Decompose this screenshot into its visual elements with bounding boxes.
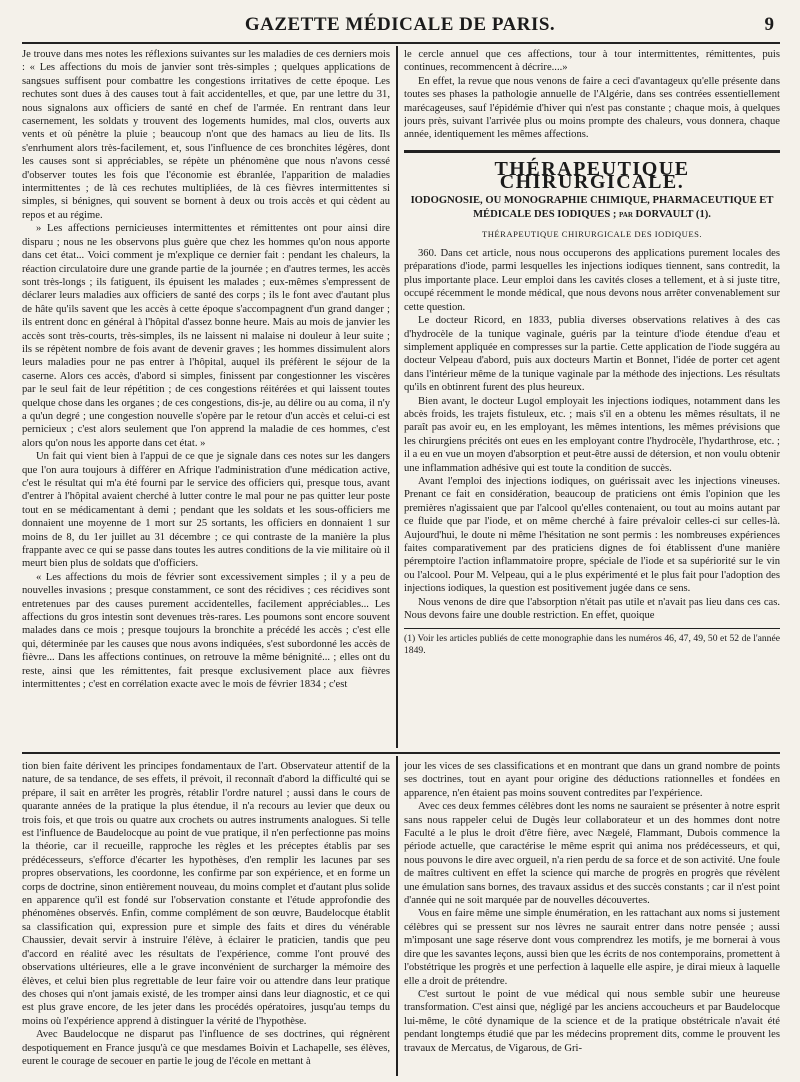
paragraph: » Les affections pernicieuses intermittentes et rémittentes ont pour ainsi dire disparu ; nous ne les observons plus guère que chez les hommes qu'on nous apporte dans cet état... Voici comment je m'explique ce dernier fait : pendant les chaleurs, la réaction circulatoire dure une grande partie de la journée ; en d'autres termes, les accès sont très-longs ; ils fatiguent, ils épuisent les malades ; eux-mêmes s'empressent de déclarer leurs maladies aux officiers de santé des corps ; ils le font avec d'autant plus de hâte qu'ils savent que les accès à cette époque s'accompagnent d'un grand danger ; ils entrent donc en général à l'hôpital d'assez bonne heure. Mais au mois de janvier les accès sont très-courts, très-simples, ils ne laissent ni malaise ni douleur à leur suite ; ils se répètent nombre de fois avant de devenir graves ; les hommes dissimulent alors leurs maladies pour ne pas entrer à l'hôpital, auquel ils préfèrent le séjour de la caserne. Alors ces accès, d'abord si simples, finissent par congestionner les viscères par le seul fait de leur répétition ; de ces congestions réitérées et qui laissent toutes quelque chose dans les organes ; de ces congestions, dis-je, au délire ou au coma, il n'y a qu'un degré ; une congestion nouvelle s'opère par le retour d'un accès et celui-ci est pernicieux ; c'est alors seulement que l'on apprend la maladie de ces hommes, c'est alors qu'on nous les apporte dans cet état. » — [22, 223, 390, 449]
paragraph: « Les affections du mois de février sont excessivement simples ; il y a peu de nouvelles invasions ; presque constamment, ce sont des récidives ; ces récidives sont entretenues par des causes purement accidentelles, facilement appréciables... Les affections du gros intestin sont devenues très-rares. Les poumons sont encore souvent malades dans ce mois ; presque toujours la bronchite a précédé les accès ; c'est elle qui, déterminée par les causes que nous avons indiquées, s'est subordonné les accès de fièvre... Dans les affections continues, on retrouve la même bénignité... ; elles ont du reste, ainsi que les rémittentes, fait presque exclusivement place aux fièvres intermittentes ; c'est en corrélation exacte avec le mois de février 1834 ; c'est — [22, 571, 390, 691]
top-left-column — [22, 48, 390, 748]
paragraph: C'est surtout le point de vue médical qui nous semble subir une heureuse transformation. C'est ainsi que, négligé par les anciens accoucheurs et par Baudelocque lui-même, le côté dynamique de la science et de la pratique obstétricale n'avait été pendant longtemps étudié que par les médecins proprement dits, comme le prouvent les travaux de Mercatus, de Vigarous, de Gri- — [404, 988, 780, 1054]
section-rule — [404, 150, 780, 153]
paragraph: Vous en faire même une simple énumération, en les rattachant aux noms si justement célèbres qui se pressent sur nos lèvres ne saurait entrer dans notre pensée ; aussi m'imposant une sage réserve dont vous comprendrez les motifs, je me bornerai à vous dire que les savantes leçons, aussi bien que les écrits de nos contemporains, promettent à l'obstétrique les progrès et une perfection à laquelle elle aspire, je dirai mieux à laquelle elle a droit de prétendre. — [404, 908, 780, 987]
paragraph: jour les vices de ses classifications et en montrant que dans un grand nombre de points ses doctrines, tout en ayant pour origine des déductions rationnelles et fondées en apparence, n'en étaient pas moins souvent contredites par l'expérience. — [404, 761, 780, 799]
paragraph: Je trouve dans mes notes les réflexions suivantes sur les maladies de ces derniers mois : « Les affections du mois de janvier sont très-simples ; quelques applications de sangsues suffisent pour combattre les congestions irritatives de cette époque. Les rechutes sont dues à des causes tout à fait accidentelles, et que, par une lettre du 31, nous signalons aux officiers de santé en chef de l'armée. En rentrant dans leur casernement, les soldats y trouvent des logements humides, mal clos, ouverts aux vents et où pénètre la pluie ; beaucoup n'ont que des hamacs au lieu de lits. Ils s'enrhument alors très-facilement, et, sous l'influence de ces bronchites légères, dont les causes sont si appréciables, se répète un phénomène que nous n'avons cessé d'observer toutes les fois que l'économie est ébranlée, l'apparition de maladies intermittentes ; de là ces rechutes multipliées, de là ces fièvres intermittentes si simples, si bénignes, qui souvent se bornent à deux ou trois accès et qui cèdent au repos et au régime. — [22, 49, 390, 221]
paragraph: Le docteur Ricord, en 1833, publia diverses observations relatives à des cas d'hydrocèle de la tunique vaginale, guéris par la teinture d'iode étendue d'eau et simplement appliquée en compresses sur la partie. Cette application de l'iode suggéra au docteur Velpeau d'abord, puis aux docteurs Martin et Bonnet, l'idée de porter cet agent dans l'intérieur même de la tunique vaginale par la méthode des injections. Les résultats qu'ils en obtinrent furent des plus heureux. — [404, 315, 780, 394]
paragraph: En effet, la revue que nous venons de faire a ceci d'avantageux qu'elle présente dans toutes ses phases la pathologie annuelle de l'Algérie, dans ses contrées essentiellement marécageuses, sauf l'épidémie d'hiver qui n'est pas constante ; chaque mois, à quelques jours près, suivant l'arrivée plus ou moins prompte des chaleurs, vous donnera, chaque année, identiquement les mêmes affections. — [404, 75, 780, 141]
paragraph: Avant l'emploi des injections iodiques, on guérissait avec les injections vineuses. Prenant ce fait en considération, beaucoup de praticiens ont émis l'opinion que les premières n'agissaient que par l'alcool qu'elles contenaient, ou tout au moins autant par ce fluide que par l'iode, et on même cherché à faire prévaloir celles-ci sur celles-là. Aujourd'hui, le doute ni même l'hésitation ne sont permis : les nombreuses expériences faites comparativement par des praticiens dignes de foi établissent d'une manière péremptoire l'action inflammatoire propre, spéciale de l'iode et sa supériorité sur le vin ou l'alcool. Pour M. Velpeau, qui a le plus expérimenté et le plus fait pour l'adoption des injections iodiques, la question est positivement jugée dans ce sens. — [404, 475, 780, 595]
paragraph: Bien avant, le docteur Lugol employait les injections iodiques, notamment dans les abcès froids, les trajets fistuleux, etc. ; mais s'il en a obtenu les mêmes résultats, il ne paraît pas avoir eu, en les employant, les mêmes intentions, les mêmes prévisions que les chirurgiens précités ont eues en les employant contre l'hydrocèle, l'hydarthrose, etc. ; il a eu en vue un moyen d'absorption et peut-être aussi de détersion, et non voulu obtenir une inflammation adhésive qui est toute la condition de succès. — [404, 395, 780, 474]
footnote: (1) Voir les articles publiés de cette monographie dans les numéros 46, 47, 49, 50 et 52 de l'année 1849. — [404, 633, 780, 657]
top-column-divider — [396, 46, 398, 748]
top-right-column — [404, 48, 780, 748]
section-subheading: THÉRAPEUTIQUE CHIRURGICALE DES IODIQUES. — [481, 228, 703, 239]
paragraph: tion bien faite dérivent les principes fondamentaux de l'art. Observateur attentif de la nature, de sa tendance, de ses effets, il prévoit, il reconnaît d'abord la difficulté qui se prépare, il sait en arrêter les progrès, rétablir l'ordre naturel ; aussi dans le cours de quarante années de la pratique la plus étendue, il n'a recours au levier que deux ou trois fois, et que trois ou quatre aux crochets ou autres instruments analogues. Si telle est l'influence de Baudelocque au point de vue pratique, il n'en perfectionne pas moins la théorie, car il recueille, rapproche les règles et les préceptes établis par ses prédécesseurs, s'efforce d'écarter les hypothèses, d'en remplir les lacunes par ses propres observations, les coordonne, les confirme par son expérience, et en forme un corps de doctrine, sinon entièrement nouveau, du moins complet et d'autant plus solide en apparence qu'il est fondé sur l'observation constante et l'étude approfondie des phénomènes observés. Enfin, comme complément de son œuvre, Baudelocque établit sa classification qui, expression pure et simple des faits et dires du vénérable Chaussier, devait servir à instruire l'élève, à éclairer le praticien, tandis que peu d'accord en réalité avec les résultats de l'expérience, comme l'ont prouvé des observations ultérieures, elle a le grave inconvénient de surcharger la mémoire des élèves, et celui bien plus regrettable de leur faire voir ou attendre dans leur pratique des choses qui n'ont jamais existé, de les tromper ainsi dans leur diagnostic, et ce qui est plus grave encore, de les jeter dans les procédés opératoires, jusqu'au temps du moins où l'expérience apprend à distinguer la vérité de l'hypothèse. — [22, 761, 390, 1027]
page-header: GAZETTE MÉDICALE DE PARIS. — [244, 14, 556, 35]
section-subtitle: IODOGNOSIE, OU MONOGRAPHIE CHIMIQUE, PHARMACEUTIQUE ET MÉDICALE DES IODIQUES ; par DORVAULT (1). — [410, 194, 774, 220]
page-number: 9 — [764, 14, 774, 35]
bottom-right-column — [404, 760, 780, 1076]
paragraph: Avec Baudelocque ne disparut pas l'influence de ses doctrines, qui régnèrent despotiquement en France jusqu'à ce que mesdames Boivin et Lachapelle, ses élèves, eurent le courage de secouer en partie le joug de l'école en mettant à — [22, 1029, 390, 1067]
paragraph: Nous venons de dire que l'absorption n'était pas utile et n'avait pas lieu dans ces cas. Nous devons faire une double restriction. En effet, quoique — [404, 596, 780, 622]
section-title: THÉRAPEUTIQUE CHIRURGICALE. — [494, 157, 690, 194]
paragraph: Un fait qui vient bien à l'appui de ce que je signale dans ces notes sur les dangers que l'on aura toujours à différer en Afrique l'administration d'une médication active, c'est le résultat qui m'a été fourni par le service des officiers qui, presque tous, avant d'entrer à l'hôpital avaient cherché à lutter contre le mal pour ne pas quitter leur poste tout en se médicamentant à demi ; pendant que les soldats et les sous-officiers me donnaient une moyenne de 1 mort sur 25 sortants, les officiers en donnaient 1 sur moins de 8, du 1er juillet au 31 décembre ; ce qui contraste de la manière la plus frappante avec ce qui se passe dans toutes les autres conditions de la vie militaire où il meurt bien plus de soldats que d'officiers. — [22, 451, 390, 570]
middle-rule — [22, 752, 780, 754]
header-rule — [22, 42, 780, 44]
paragraph: Avec ces deux femmes célèbres dont les noms ne sauraient se présenter à notre esprit sans nous rappeler celui de Dugès leur collaborateur et un des hommes dont notre Faculté a le plus le droit d'être fière, avec Nægelé, Flammant, Dubois commence la période actuelle, que caractérise le même esprit qui anima nos prédécesseurs, et qui, nous pouvons le dire avec orgueil, n'a rien perdu de sa force et de son activité. Une foule de maîtres cultivent en effet la science qui marche de progrès en progrès que révèlent une émulation sans bornes, des travaux assidus et des succès constants ; car il n'est point d'année qui ne soit marquée par de nouvelles découvertes. — [404, 801, 780, 907]
bottom-column-divider — [396, 756, 398, 1076]
footnote-rule — [404, 628, 780, 629]
bottom-left-column — [22, 760, 390, 1076]
paragraph: le cercle annuel que ces affections, tour à tour intermittentes, rémittentes, puis continues, recommencent à décrire....» — [404, 49, 780, 74]
paragraph: 360. Dans cet article, nous nous occuperons des applications purement locales des préparations d'iode, parmi lesquelles les injections iodiques tiennent, sans contredit, la plus importante place. Leur emploi dans les cavités closes a tellement, et à si juste titre, occupé récemment le monde médical, que nous devons nous arrêter convenablement sur cette question. — [404, 248, 780, 313]
